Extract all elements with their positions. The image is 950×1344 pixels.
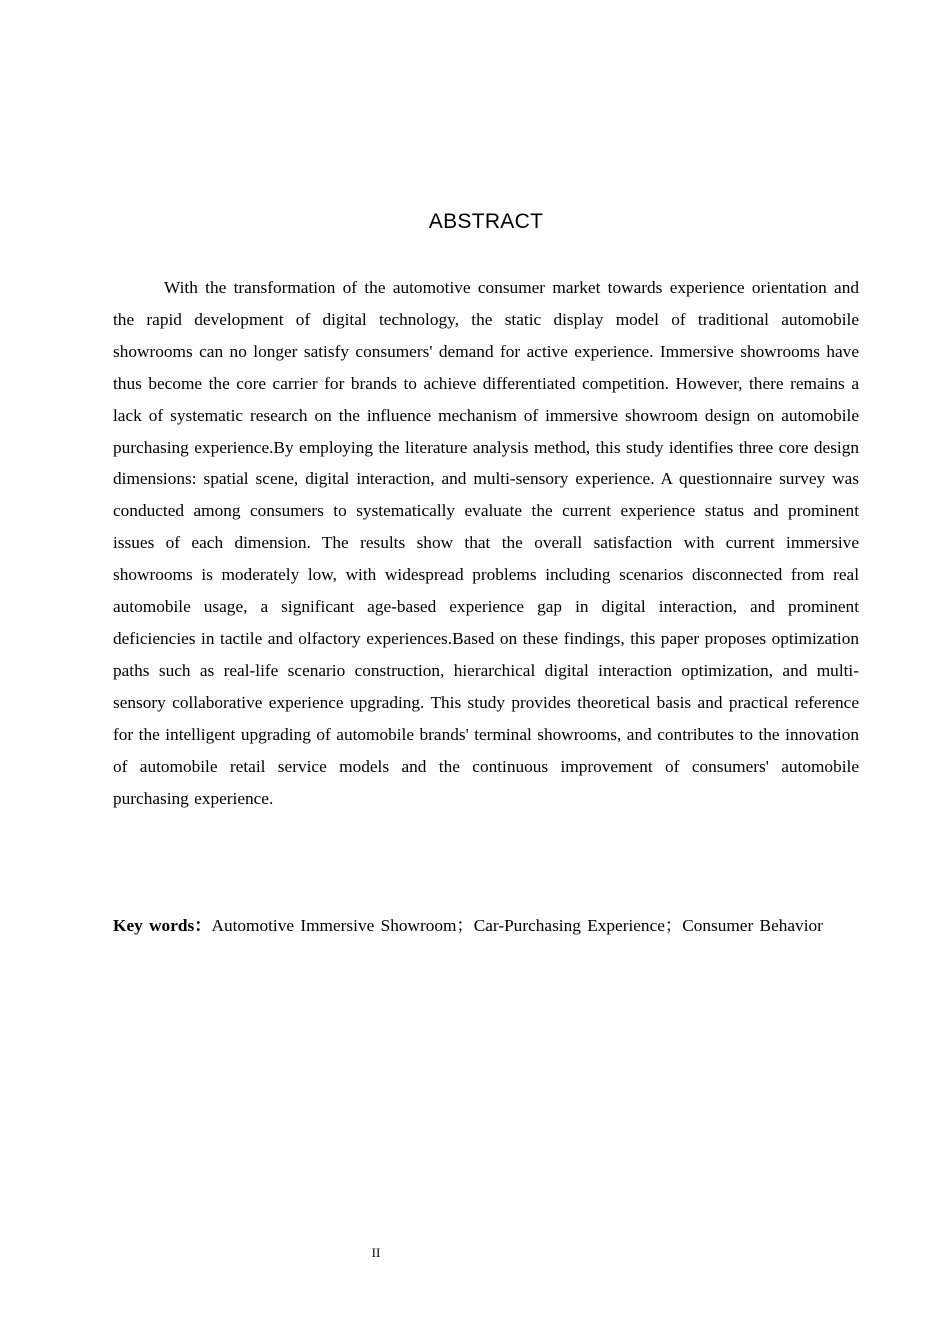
page-number: II — [371, 1245, 381, 1260]
keywords-line — [113, 910, 859, 942]
abstract-paragraph: With the transformation of the automotive consumer market towards experience orientation and the rapid development of digital technology, the static display model of traditional automobile showrooms can no longer satisfy consumers' demand for active experience. Immersive showrooms have thus become the core carrier for brands to achieve differentiated competition. However, there remains a lack of systematic research on the influence mechanism of immersive showroom design on automobile purchasing experience.By employing the literature analysis method, this study identifies three core design dimensions: spatial scene, digital interaction, and multi-sensory experience. A questionnaire survey was conducted among consumers to systematically evaluate the current experience status and prominent issues of each dimension. The results show that the overall satisfaction with current immersive showrooms is moderately low, with widespread problems including scenarios disconnected from real automobile usage, a significant age-based experience gap in digital interaction, and prominent deficiencies in tactile and olfactory experiences.Based on these findings, this paper proposes optimization paths such as real-life scenario construction, hierarchical digital interaction optimization, and multi-sensory collaborative experience upgrading. This study provides theoretical basis and practical reference for the intelligent upgrading of automobile brands' terminal showrooms, and contributes to the innovation of automobile retail service models and the continuous improvement of consumers' automobile purchasing experience. — [113, 278, 859, 808]
keywords-label: Key words： — [113, 916, 212, 935]
keywords-text: Automotive Immersive Showroom；Car-Purchasing Experience；Consumer Behavior — [211, 916, 823, 935]
abstract-heading: ABSTRACT — [428, 210, 544, 233]
